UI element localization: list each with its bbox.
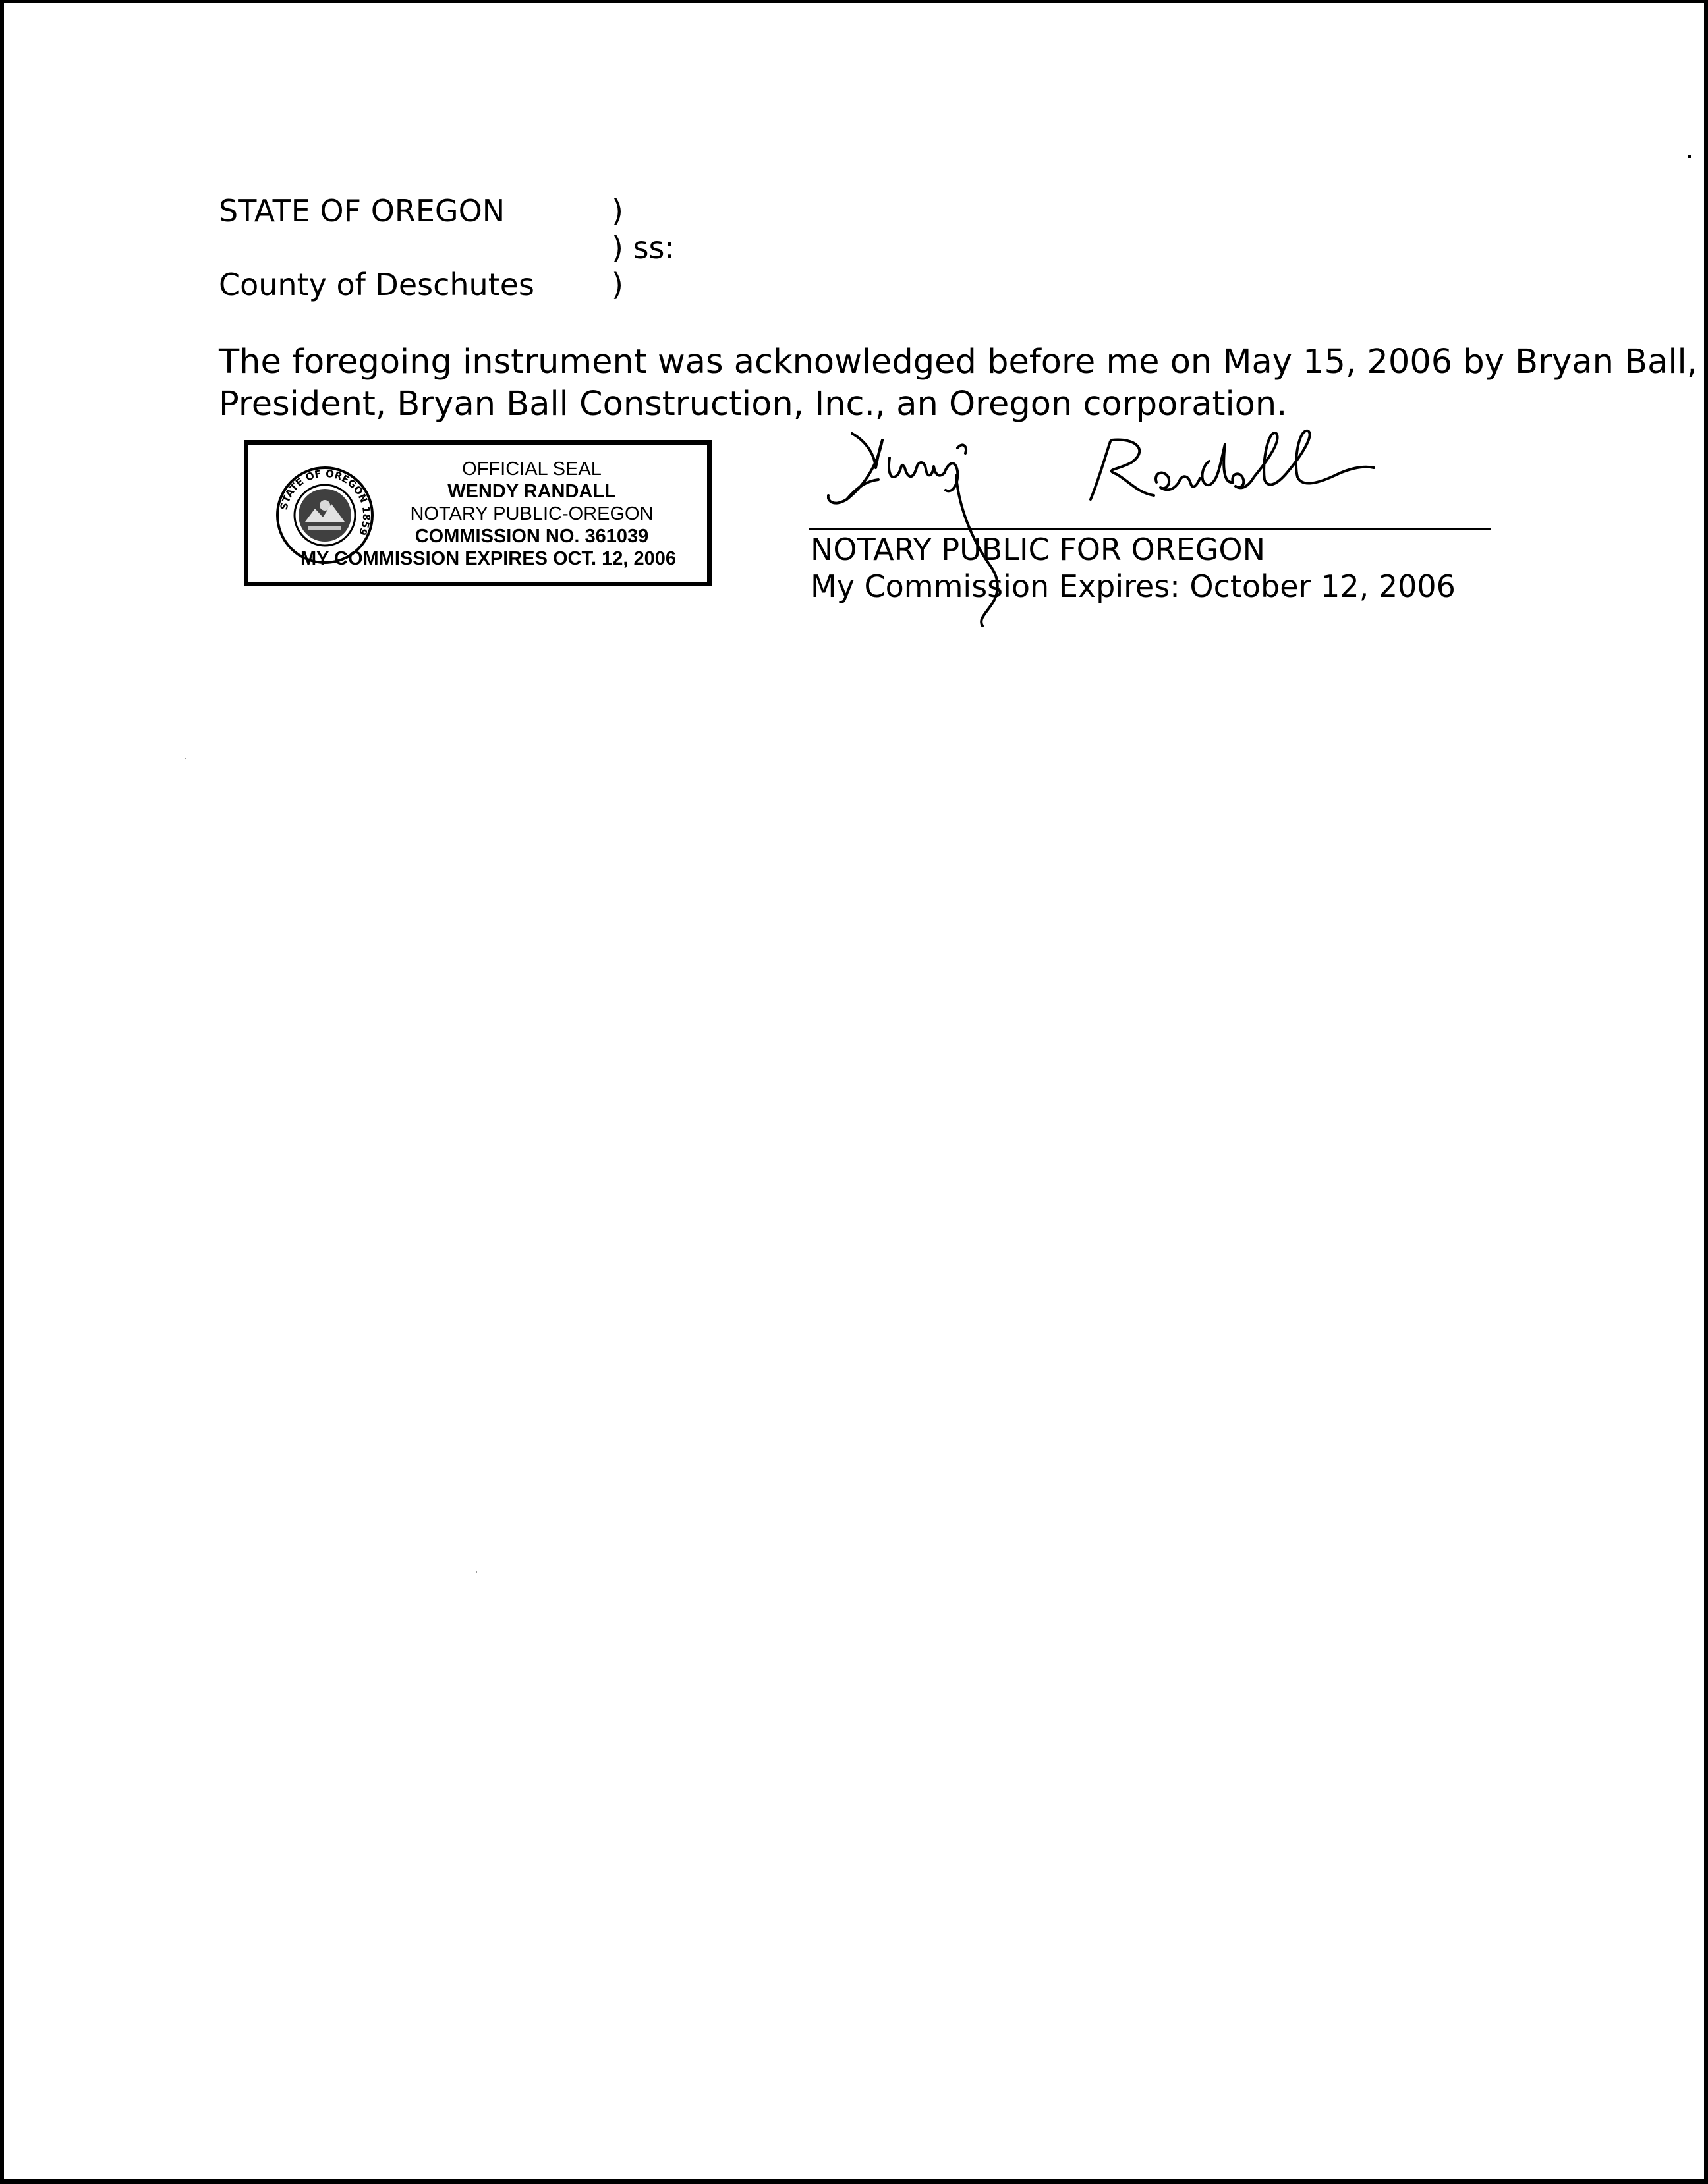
scan-speck <box>185 758 186 759</box>
venue-paren-3: ) <box>612 267 623 302</box>
venue-ss: ) ss: <box>612 230 675 266</box>
scan-speck <box>476 1571 477 1573</box>
scan-edge-bottom <box>0 2179 1708 2184</box>
seal-line-notary: NOTARY PUBLIC-OREGON <box>410 503 654 524</box>
seal-line-name: WENDY RANDALL <box>447 481 616 502</box>
scan-speck <box>1688 155 1691 158</box>
seal-line-commission: COMMISSION NO. 361039 <box>414 526 649 547</box>
venue-state: STATE OF OREGON <box>219 193 505 229</box>
notary-block <box>811 531 1456 605</box>
scan-edge-right <box>1704 0 1708 2184</box>
seal-ring-text: STATE OF OREGON 1859 <box>277 467 373 538</box>
notary-title: NOTARY PUBLIC FOR OREGON <box>811 532 1265 567</box>
acknowledgment-line-2: President, Bryan Ball Construction, Inc., an Oregon corporation. <box>219 385 1288 424</box>
scan-edge-top <box>0 0 1708 3</box>
venue-county: County of Deschutes <box>219 267 535 302</box>
notary-commission-expires: My Commission Expires: October 12, 2006 <box>811 569 1456 604</box>
official-seal-stamp <box>244 440 712 586</box>
scan-edge-left <box>0 0 4 2184</box>
seal-line-expires: MY COMMISSION EXPIRES OCT. 12, 2006 <box>300 548 676 569</box>
signature-line <box>809 528 1491 530</box>
acknowledgment-line-1: The foregoing instrument was acknowledged before me on May 15, 2006 by Bryan Ball, <box>219 343 1697 381</box>
acknowledgment-paragraph <box>219 341 1697 426</box>
seal-line-official: OFFICIAL SEAL <box>462 459 602 480</box>
venue-paren-1: ) <box>612 193 623 229</box>
